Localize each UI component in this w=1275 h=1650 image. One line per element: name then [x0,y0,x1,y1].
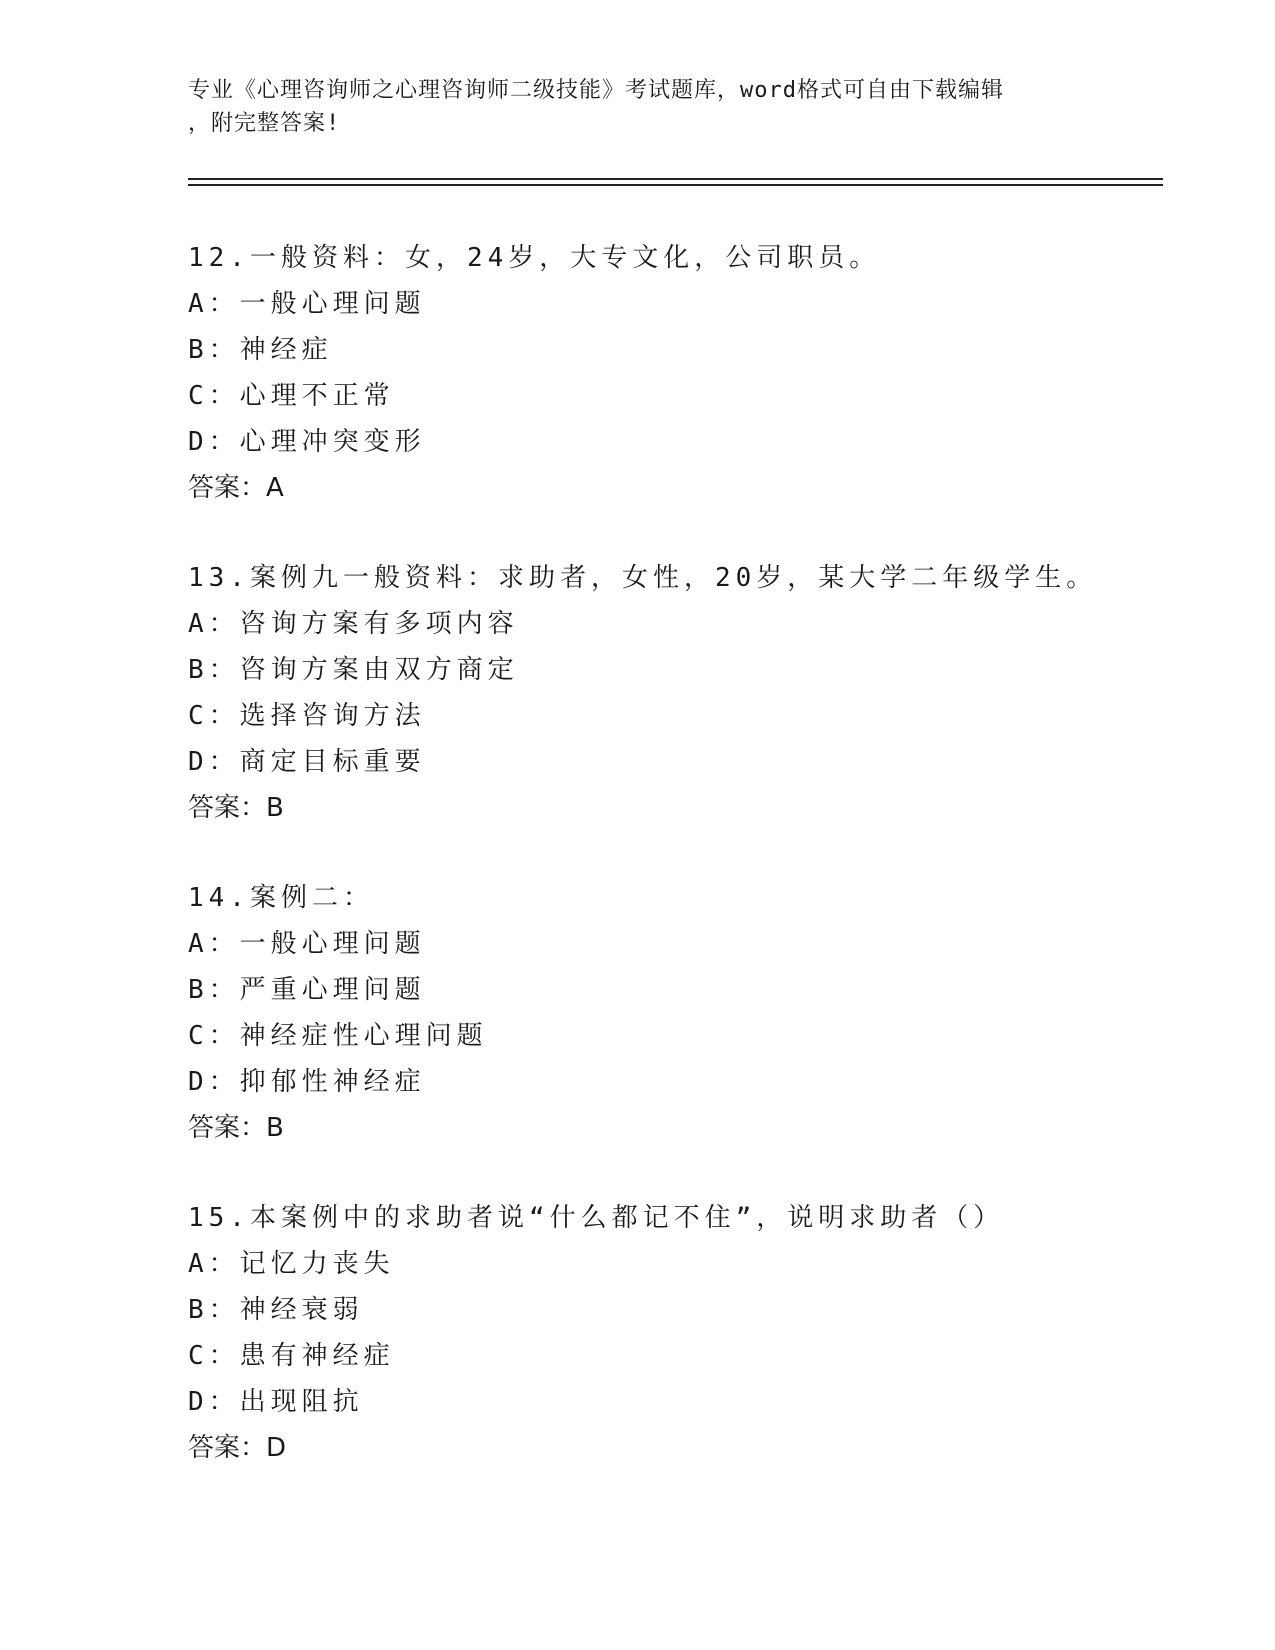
header-divider-bottom [188,184,1163,186]
answer: 答案：B [188,1113,284,1143]
option-c: C：神经症性心理问题 [188,1021,488,1051]
answer: 答案：B [188,793,284,823]
option-c: C：患有神经症 [188,1341,395,1371]
option-b: B：严重心理问题 [188,975,426,1005]
question-title: 15.本案例中的求助者说“什么都记不住”，说明求助者（） [188,1203,1005,1233]
header-divider-top [188,178,1163,180]
question-title: 13.案例九一般资料：求助者，女性，20岁，某大学二年级学生。 [188,563,1098,593]
option-d: D：出现阻抗 [188,1387,364,1417]
option-c: C：心理不正常 [188,381,395,411]
option-d: D：心理冲突变形 [188,427,426,457]
option-a: A：记忆力丧失 [188,1249,395,1279]
answer: 答案：A [188,473,284,503]
header-line-2: ，附完整答案! [188,111,341,136]
question-15 [188,1195,1188,1471]
answer: 答案：D [188,1433,287,1463]
header-line-1: 专业《心理咨询师之心理咨询师二级技能》考试题库，word格式可自由下载编辑 [188,78,1004,103]
option-b: B：神经衰弱 [188,1295,364,1325]
question-12 [188,235,1188,511]
question-14 [188,875,1188,1151]
question-13 [188,555,1188,831]
option-a: A：一般心理问题 [188,289,426,319]
option-b: B：神经症 [188,335,333,365]
option-d: D：商定目标重要 [188,747,426,777]
question-title: 14.案例二： [188,883,374,913]
option-d: D：抑郁性神经症 [188,1067,426,1097]
option-a: A：咨询方案有多项内容 [188,609,519,639]
question-title: 12.一般资料：女，24岁，大专文化，公司职员。 [188,243,881,273]
option-b: B：咨询方案由双方商定 [188,655,519,685]
document-header [188,74,1088,140]
option-a: A：一般心理问题 [188,929,426,959]
option-c: C：选择咨询方法 [188,701,426,731]
